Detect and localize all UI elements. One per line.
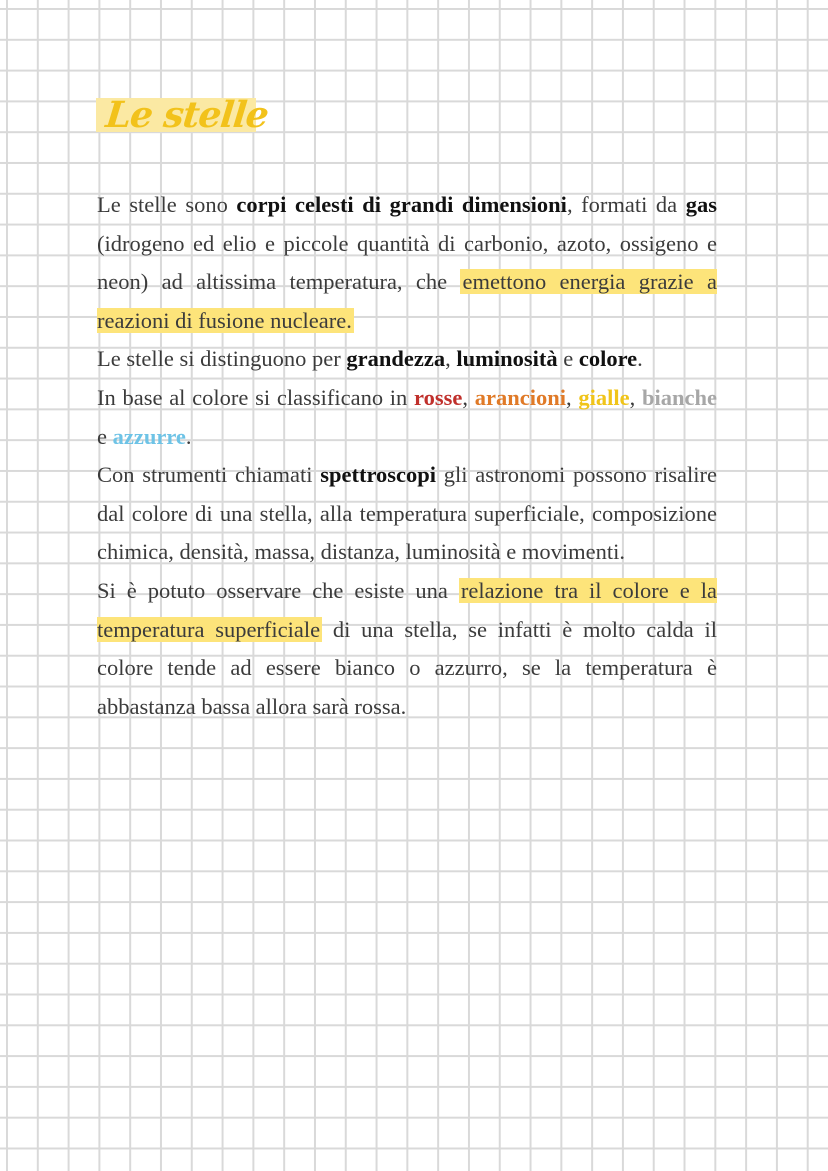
- bold-term: luminosità: [456, 346, 558, 372]
- color-word-red: rosse: [414, 384, 463, 410]
- paragraph-spectroscopes: Con strumenti chiamati spettroscopi gli astronomi possono risalire dal colore di una stella, alla temperatura superficiale, composizione chimica, densità, massa, distanza, luminosità e movimenti.: [97, 462, 717, 565]
- body-text: [97, 186, 717, 726]
- bold-term: corpi celesti di grandi dimensioni: [236, 192, 567, 217]
- paragraph-relation: Si è potuto osservare che esiste una relazione tra il colore e la temperatura superficiale di una stella, se infatti è molto calda il colore tende ad essere bianco o azzurro, se la temperatura è abbastanza bassa allora sarà rossa.: [97, 577, 717, 719]
- paragraph-colors: In base al colore si classificano in rosse, arancioni, gialle, bianche e azzurre.: [97, 384, 718, 449]
- bold-term: gas: [685, 192, 717, 217]
- bold-term: colore: [578, 346, 638, 372]
- highlighted-text: emettono energia grazie a reazioni di fusione nucleare.: [97, 269, 717, 333]
- highlighted-text: relazione tra il colore e la temperatura superficiale: [97, 577, 717, 642]
- title-block: [96, 92, 278, 138]
- paragraph-distinctions: Le stelle si distinguono per grandezza, luminosità e colore.: [97, 346, 643, 372]
- paragraph-definition: Le stelle sono corpi celesti di grandi dimensioni, formati da gas (idrogeno ed elio e piccole quantità di carbonio, azoto, ossigeno e neon) ad altissima temperatura, che emettono energia grazie a reazioni di fusione nucleare.: [97, 192, 717, 333]
- page-title: Le stelle: [103, 94, 271, 136]
- bold-term: spettroscopi: [320, 462, 437, 488]
- color-word-blue: azzurre: [112, 423, 186, 449]
- bold-term: grandezza: [346, 346, 446, 372]
- color-word-yellow: gialle: [578, 384, 630, 410]
- color-word-white: bianche: [642, 384, 718, 410]
- color-word-orange: arancioni: [474, 384, 567, 410]
